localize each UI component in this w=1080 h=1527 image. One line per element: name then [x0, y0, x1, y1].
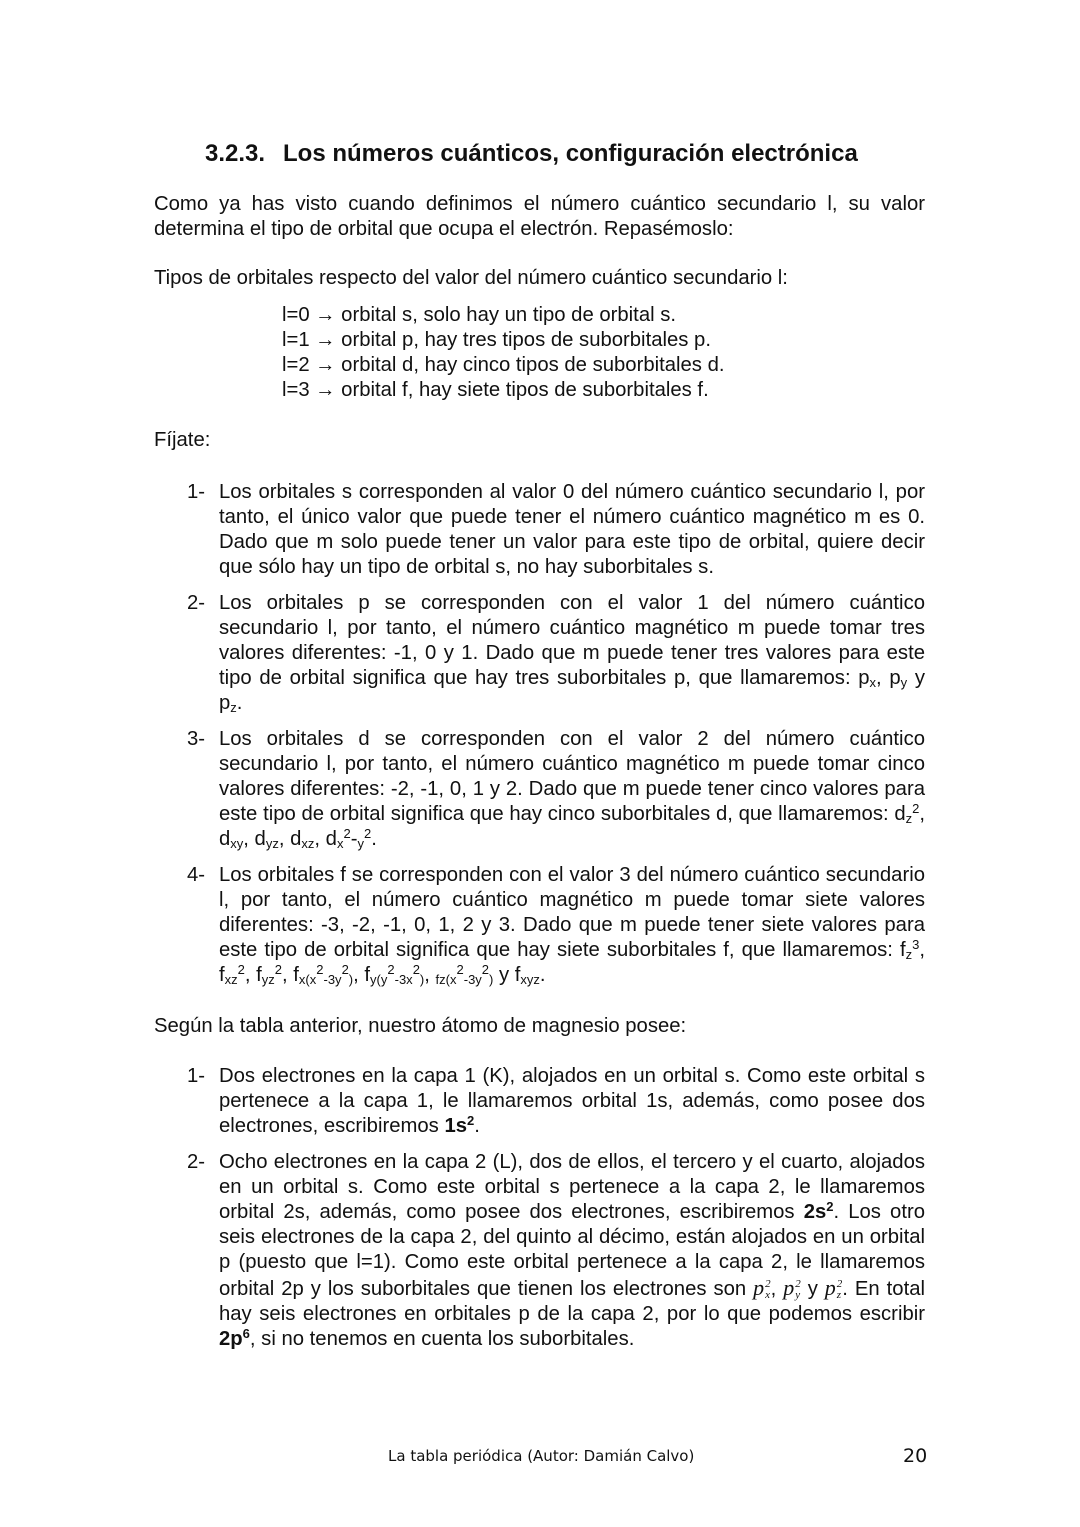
superscript: 2 [237, 962, 245, 977]
subscript: yz [261, 972, 275, 987]
math-sup: 2 [795, 1277, 801, 1290]
superscript: 2 [412, 962, 420, 977]
bold-superscript: 2 [826, 1199, 834, 1214]
text-run: . Los otro seis electrones de la capa 2, del quinto al décimo, están alojados en un orbital p (puesto que l=1). Como este orbital pertenece a la capa 2, le llamaremos orbital 2p y los suborbitales que tienen los electrones son [219, 1201, 925, 1300]
types-heading: Tipos de orbitales respecto del valor del número cuántico secundario l: [154, 267, 788, 289]
bold-superscript: 2 [467, 1113, 475, 1128]
list-item [187, 480, 925, 580]
subscript: xz [224, 972, 238, 987]
math-sub: y [795, 1288, 801, 1301]
math-sub: z [836, 1288, 842, 1301]
orbital-type-line: l=2 → orbital d, hay cinco tipos de suborbitales d. [282, 354, 725, 376]
text-run: . En total hay seis electrones en orbitales p de la capa 2, por lo que podemos escribir [219, 1278, 925, 1325]
subscript: ) [348, 972, 354, 987]
text-run: , [424, 964, 436, 986]
math-sup: 2 [836, 1277, 843, 1290]
list-number: 2- [187, 1151, 206, 1173]
subscript: ) [489, 972, 494, 987]
fijate-label: Fíjate: [154, 429, 211, 451]
text-run: y f [493, 964, 521, 986]
subscript: -3y [323, 972, 342, 987]
orbital-type-line: l=0 → orbital s, solo hay un tipo de orbital s. [282, 304, 677, 326]
math-sup: 2 [765, 1277, 771, 1290]
subscript: ) [419, 972, 425, 987]
superscript: 2 [387, 962, 395, 977]
subscript: yz [265, 836, 279, 851]
list-item [187, 1150, 925, 1352]
intro-paragraph: Como ya has visto cuando definimos el número cuántico secundario l, su valor determina el tipo de orbital que ocupa el electrón. Repasémoslo: [154, 193, 925, 240]
superscript: 2 [363, 826, 372, 841]
math-suborbital [825, 1275, 843, 1300]
orbital-types-list [282, 303, 922, 403]
orbital-type-line: l=3 → orbital f, hay siete tipos de suborbitales f. [282, 379, 709, 401]
subscript: y [900, 675, 908, 690]
list-item-text [219, 1150, 925, 1352]
subscript: z [905, 811, 913, 826]
superscript: 2 [343, 826, 351, 841]
section-number: 3.2.3. [205, 140, 266, 167]
list-item-text [219, 591, 925, 716]
subscript: x(x [298, 972, 317, 987]
superscript: 2 [912, 801, 920, 816]
list-number: 4- [187, 864, 206, 886]
text-run: , d [219, 803, 925, 850]
text-run: Los orbitales f se corresponden con el valor 3 del número cuántico secundario l, por tanto, el número cuántico magnético m puede tomar siete valores diferentes: -3, -2, -1, 0, 1, 2 y 3. Dado que m puede tener siete valores para este tipo de orbital significa que hay siete suborbitales f, que llamaremos: f [219, 864, 925, 961]
subscript: x [336, 836, 344, 851]
list-item [187, 727, 925, 852]
superscript: 3 [912, 937, 920, 952]
orbital-type-line: l=1 → orbital p, hay tres tipos de suborbitales p. [282, 329, 711, 351]
list-item [187, 591, 925, 716]
superscript: 2 [456, 962, 464, 977]
text-run: , f [353, 964, 371, 986]
text-run: , d [243, 828, 266, 850]
math-suborbital [783, 1275, 801, 1300]
math-base: p [783, 1275, 795, 1300]
list-number: 1- [187, 481, 206, 503]
text-run: Los orbitales d se corresponden con el valor 2 del número cuántico secundario l, por tanto, el número cuántico magnético m puede tomar cinco valores diferentes: -2, -1, 0, 1 y 2. Dado que m puede tener cinco valores para este tipo de orbital significa que hay cinco suborbitales d, que llamaremos: d [219, 728, 925, 825]
footer-caption: La tabla periódica (Autor: Damián Calvo) [388, 1447, 695, 1465]
subscript: y(y [370, 972, 388, 987]
text-run: Dos electrones en la capa 1 (K), alojados en un orbital s. Como este orbital s pertenece a la capa 1, le llamaremos orbital 1s, además, como posee dos electrones, escribiremos [219, 1065, 925, 1137]
text-run: , p [876, 667, 901, 689]
magnesio-heading: Según la tabla anterior, nuestro átomo de magnesio posee: [154, 1015, 687, 1037]
subscript: x [869, 675, 877, 690]
text-run: . [371, 828, 377, 850]
text-run: , f [282, 964, 299, 986]
math-suborbital [753, 1275, 771, 1300]
subscript: y [357, 836, 364, 851]
bold-term: 1s [444, 1115, 467, 1137]
superscript: 2 [274, 962, 283, 977]
bold-term: 2p [219, 1328, 243, 1350]
math-sub: x [765, 1288, 771, 1301]
superscript: 2 [341, 962, 349, 977]
text-run: y [800, 1278, 825, 1300]
list-number: 2- [187, 592, 206, 614]
text-run: . [474, 1115, 480, 1137]
list-number: 3- [187, 728, 206, 750]
subscript: xy [230, 836, 244, 851]
text-run: , f [219, 939, 925, 986]
text-run: , f [244, 964, 262, 986]
list-item-text [219, 1064, 925, 1139]
text-run: . [539, 964, 546, 986]
list-item [187, 863, 925, 988]
subscript: z [905, 947, 913, 962]
page-number: 20 [903, 1445, 928, 1467]
list-item [187, 1064, 925, 1139]
subscript: fz(x [435, 972, 457, 987]
list-item-text [219, 480, 925, 580]
section-title: Los números cuánticos, configuración electrónica [283, 140, 858, 167]
text-run: Los orbitales s corresponden al valor 0 del número cuántico secundario l, por tanto, el único valor que puede tener el número cuántico magnético m es 0. Dado que m solo puede tener un valor para este tipo de orbital, quiere decir que sólo hay un tipo de orbital s, no hay suborbitales s. [219, 481, 925, 578]
text-run: , si no tenemos en cuenta los suborbitales. [249, 1328, 635, 1350]
text-run: , [770, 1278, 784, 1300]
subscript: xyz [520, 972, 540, 987]
subscript: -3y [463, 972, 482, 987]
list-item-text [219, 863, 925, 988]
math-base: p [824, 1275, 836, 1300]
math-base: p [753, 1275, 765, 1300]
section-heading [205, 139, 858, 169]
superscript: 2 [316, 962, 324, 977]
list-number: 1- [187, 1065, 206, 1087]
text-run: - [350, 828, 358, 850]
text-run: , d [278, 828, 302, 850]
text-run: . [236, 692, 243, 714]
text-run: y p [219, 667, 925, 714]
superscript: 2 [481, 962, 490, 977]
subscript: xz [301, 836, 315, 851]
list-item-text [219, 727, 925, 852]
text-run: Los orbitales p se corresponden con el valor 1 del número cuántico secundario l, por tanto, el número cuántico magnético m puede tomar tres valores diferentes: -1, 0 y 1. Dado que m puede tener tres valores para este tipo de orbital significa que hay tres suborbitales p, que llamaremos: p [219, 592, 925, 689]
text-run: Ocho electrones en la capa 2 (L), dos de ellos, el tercero y el cuarto, alojados en un orbital s. Como este orbital s pertenece a la capa 2, le llamaremos orbital 2s, además, como posee dos electrones, escribiremos [219, 1151, 925, 1223]
bold-superscript: 6 [242, 1326, 250, 1341]
bold-term: 2s [803, 1201, 827, 1223]
subscript: -3x [394, 972, 413, 987]
text-run: , d [314, 828, 337, 850]
subscript: z [230, 700, 237, 715]
